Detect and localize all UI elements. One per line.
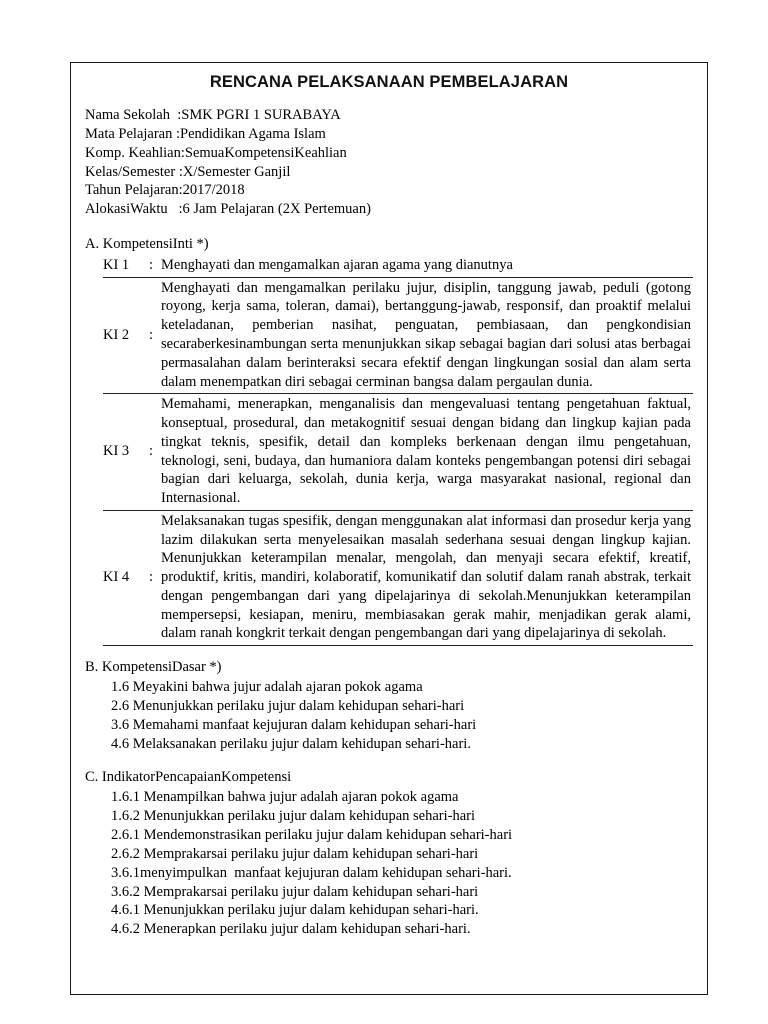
list-item: 4.6.1 Menunjukkan perilaku jujur dalam kehidupan sehari-hari.	[111, 902, 479, 919]
list-item: 2.6 Menunjukkan perilaku jujur dalam kehidupan sehari-hari	[111, 697, 465, 714]
identity-row	[85, 181, 693, 200]
ki-description: Menghayati dan mengamalkan perilaku jujur, disiplin, tanggung jawab, peduli (gotong royong, kerja sama, toleran, damai), bertanggung-jawab, responsif, dan proaktif melalui keteladanan, pemberian nasihat, penguatan, pembiasaan, dan pengkondisian secaraberkesinambungan serta menunjukkan sikap sebagai bagian dari solusi atas berbagai permasalahan dalam berinteraksi secara efektif dengan lingkungan sosial dan alam serta dalam menempatkan diri sebagai cerminan bangsa dalam pergaulan dunia.	[157, 277, 693, 394]
identity-row	[85, 106, 693, 125]
ki-colon: :	[145, 510, 157, 645]
identity-label: Nama Sekolah :	[85, 107, 182, 123]
ki-colon: :	[145, 255, 157, 277]
identity-block	[85, 106, 693, 219]
identity-row	[85, 200, 693, 219]
ki-colon: :	[145, 394, 157, 511]
ki-code: KI 2	[103, 277, 145, 394]
list-item: 3.6.2 Memprakarsai perilaku jujur dalam kehidupan sehari-hari	[111, 883, 479, 900]
identity-label: Kelas/Semester :	[85, 163, 183, 180]
document-page	[70, 62, 708, 995]
list-item: 1.6.2 Menunjukkan perilaku jujur dalam kehidupan sehari-hari	[111, 808, 476, 825]
spacer	[85, 646, 693, 658]
list-item: 1.6 Meyakini bahwa jujur adalah ajaran pokok agama	[111, 679, 423, 696]
section-b	[85, 658, 693, 753]
ki-description: Memahami, menerapkan, menganalisis dan mengevaluasi tentang pengetahuan faktual, konseptual, prosedural, dan metakognitif sesuai dengan bidang dan lingkup kajian pada tingkat teknis, spesifik, detail dan kompleks berkenaan dengan ilmu pengetahuan, teknologi, seni, budaya, dan humaniora dalam konteks pengembangan potensi diri sebagai bagian dari keluarga, sekolah, dunia kerja, warga masyarakat nasional, regional dan Internasional.	[157, 394, 693, 511]
table-row	[103, 277, 693, 394]
list-item: 2.6.2 Memprakarsai perilaku jujur dalam kehidupan sehari-hari	[111, 845, 479, 862]
section-b-heading: B. KompetensiDasar *)	[85, 659, 222, 676]
section-c-heading: C. IndikatorPencapaianKompetensi	[85, 769, 292, 786]
ki-colon: :	[145, 277, 157, 394]
identity-row	[85, 125, 693, 144]
identity-value: Pendidikan Agama Islam	[180, 125, 326, 142]
list-item: 1.6.1 Menampilkan bahwa jujur adalah ajaran pokok agama	[111, 789, 459, 806]
identity-value: 2017/2018	[182, 182, 245, 199]
identity-value: SemuaKompetensiKeahlian	[184, 144, 347, 161]
ki-description: Menghayati dan mengamalkan ajaran agama yang dianutnya	[157, 255, 693, 277]
identity-value: SMK PGRI 1 SURABAYA	[181, 107, 341, 123]
list-item: 4.6.2 Menerapkan perilaku jujur dalam kehidupan sehari-hari.	[111, 921, 471, 938]
page-title: RENCANA PELAKSANAAN PEMBELAJARAN	[209, 73, 569, 91]
ki-description: Melaksanakan tugas spesifik, dengan menggunakan alat informasi dan prosedur kerja yang lazim dilakukan serta menyelesaikan masalah sederhana sesuai dengan lingkup kajian. Menunjukkan keterampilan menalar, mengolah, dan menyaji secara efektif, kreatif, produktif, kritis, mandiri, kolaboratif, komunikatif dan solutif dalam ranah abstrak, terkait dengan pengembangan dari yang dipelajarinya di sekolah.Menunjukkan keterampilan mempersepsi, kesiapan, meniru, membiasakan gerak mahir, menjadikan gerak alami, dalam ranah kongkrit terkait dengan pengembangan dari yang dipelajarinya di sekolah.	[157, 510, 693, 645]
identity-label: Mata Pelajaran :	[85, 125, 181, 142]
identity-label: Tahun Pelajaran:	[85, 182, 183, 199]
section-a-heading: A. KompetensiInti *)	[85, 236, 209, 253]
identity-label: Komp. Keahlian:	[85, 144, 185, 161]
ki-code: KI 1	[103, 255, 145, 277]
list-item: 3.6 Memahami manfaat kejujuran dalam kehidupan sehari-hari	[111, 716, 477, 733]
section-c	[85, 768, 693, 939]
table-row	[103, 510, 693, 645]
ki-code: KI 3	[103, 394, 145, 511]
identity-value: X/Semester Ganjil	[182, 163, 291, 180]
kompetensi-dasar-list	[85, 678, 693, 753]
identity-value: 6 Jam Pelajaran (2X Pertemuan)	[182, 201, 371, 218]
identity-row	[85, 144, 693, 163]
table-row	[103, 394, 693, 511]
table-row	[103, 255, 693, 277]
list-item: 3.6.1menyimpulkan manfaat kejujuran dalam kehidupan sehari-hari.	[111, 864, 512, 881]
kompetensi-inti-table	[103, 255, 693, 646]
identity-row	[85, 163, 693, 182]
identity-label: AlokasiWaktu :	[85, 201, 183, 218]
ki-code: KI 4	[103, 510, 145, 645]
list-item: 4.6 Melaksanakan perilaku jujur dalam kehidupan sehari-hari.	[111, 735, 471, 752]
list-item: 2.6.1 Mendemonstrasikan perilaku jujur dalam kehidupan sehari-hari	[111, 826, 513, 843]
indikator-list	[85, 788, 693, 939]
page-content	[71, 63, 707, 939]
